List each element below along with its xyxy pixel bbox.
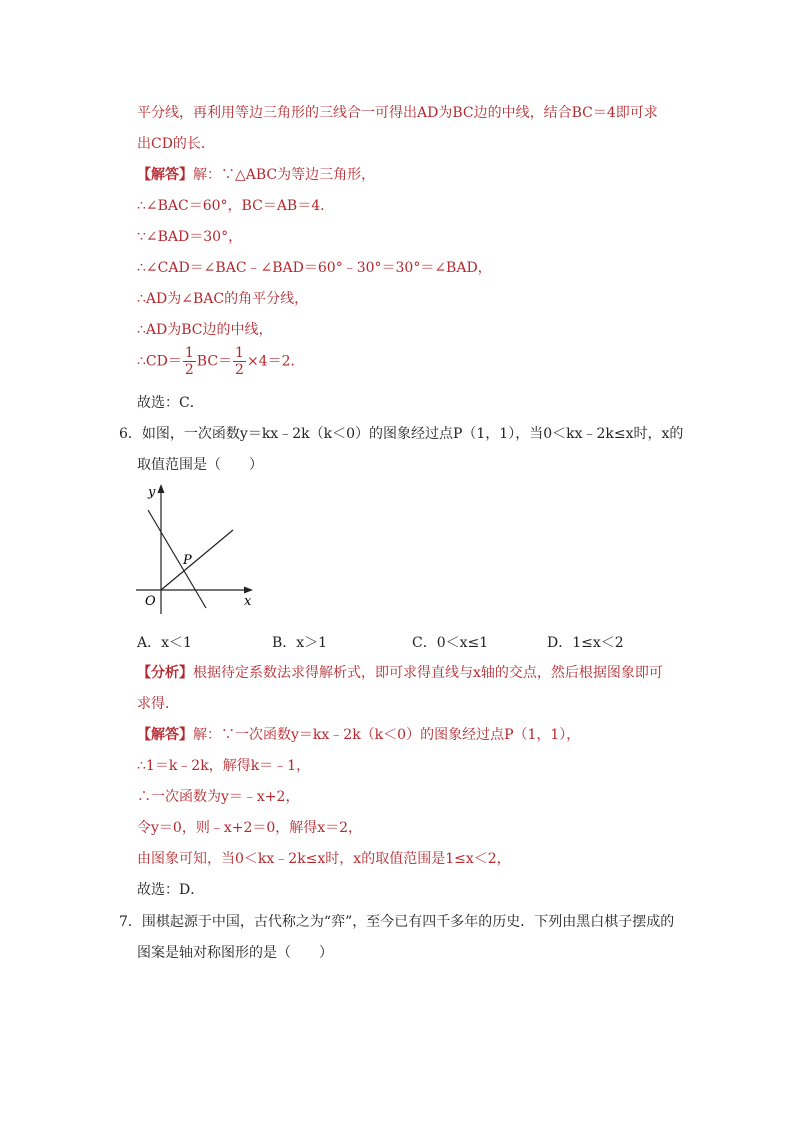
prev-step-4: ∴AD为∠BAC的角平分线， [137, 291, 309, 307]
prev-hint-line-1: 平分线，再利用等边三角形的三线合一可得出AD为BC边的中线，结合BC＝4即可求 [137, 105, 658, 121]
function-graph [128, 478, 268, 618]
q6-analysis-line-1 [137, 663, 663, 683]
q6-answer-lead: 解：∵一次函数y＝kx﹣2k（k＜0）的图象经过点P（1，1）， [193, 727, 581, 743]
step6-prefix: ∴CD＝ [137, 353, 182, 370]
prev-answer-line [137, 165, 375, 185]
line-y-equals-x [161, 530, 233, 590]
fraction-denominator-2: 2 [235, 362, 244, 378]
fraction-denominator: 2 [184, 362, 194, 378]
y-axis-label: y [148, 485, 156, 500]
q7-stem-line-1: 7．围棋起源于中国，古代称之为“弈”，至今已有四千多年的历史．下列由黑白棋子摆成的 [119, 914, 675, 930]
q6-option-c: C．0＜x≤1 [412, 635, 489, 651]
q6-choose: 故选：D． [137, 882, 205, 898]
q6-step-4: 由图象可知，当0＜kx﹣2k≤x时，x的取值范围是1≤x＜2， [137, 851, 511, 867]
step6-suffix: ×4＝2． [246, 353, 305, 370]
q6-step-3: 令y＝0，则﹣x+2＝0，解得x＝2， [137, 820, 363, 836]
answer-tag: 【解答】 [137, 167, 193, 183]
q7-stem-line-2: 图案是轴对称图形的是（ ） [137, 945, 333, 961]
q6-stem-line-1: 6．如图，一次函数y＝kx﹣2k（k＜0）的图象经过点P（1，1），当0＜kx﹣2k≤x时，x的 [119, 426, 684, 442]
origin-label: O [145, 594, 156, 609]
prev-step-2: ∵∠BAD＝30°， [137, 229, 243, 245]
prev-step-5: ∴AD为BC边的中线， [137, 322, 273, 338]
prev-step-1: ∴∠BAC＝60°，BC＝AB＝4． [137, 198, 335, 214]
q6-answer-line [137, 725, 580, 745]
y-axis-arrow [158, 484, 165, 493]
q6-option-a: A．x＜1 [137, 635, 192, 651]
fraction-half-2 [233, 345, 246, 378]
q6-answer-tag: 【解答】 [137, 727, 193, 743]
q6-step-1: ∴1＝k﹣2k，解得k＝﹣1， [137, 758, 311, 774]
x-axis-arrow [244, 587, 253, 594]
fraction-numerator: 1 [184, 345, 194, 361]
prev-choose: 故选：C． [137, 395, 204, 411]
q6-option-b: B．x＞1 [272, 635, 328, 651]
x-axis-label: x [244, 594, 252, 609]
q6-analysis-line-2: 求得． [137, 696, 179, 712]
analysis-text-1: 根据待定系数法求得解析式，即可求得直线与x轴的交点，然后根据图象即可 [193, 665, 663, 681]
prev-step-6 [137, 345, 305, 378]
point-p-label: P [183, 553, 192, 568]
prev-hint-line-2: 出CD的长． [137, 136, 215, 152]
q6-step-2: ∴一次函数为y＝﹣x+2， [137, 789, 300, 805]
q6-stem-line-2: 取值范围是（ ） [137, 457, 263, 473]
q6-option-d: D．1≤x＜2 [547, 635, 624, 651]
answer-lead: 解：∵△ABC为等边三角形， [193, 167, 376, 183]
step6-middle: BC＝ [196, 353, 233, 370]
prev-step-3: ∴∠CAD＝∠BAC﹣∠BAD＝60°﹣30°＝30°＝∠BAD， [137, 260, 492, 276]
fraction-numerator-2: 1 [235, 345, 244, 361]
fraction-half [183, 345, 196, 378]
analysis-tag: 【分析】 [137, 665, 193, 681]
